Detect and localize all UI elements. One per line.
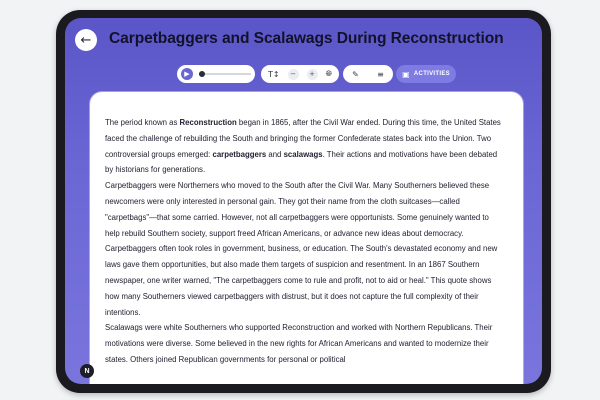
decrease-text-button[interactable] <box>288 69 299 80</box>
activities-label: ACTIVITIES <box>413 71 450 77</box>
text-span: The period known as <box>105 118 180 127</box>
activities-button[interactable] <box>396 65 456 83</box>
paragraph-intro <box>105 115 505 178</box>
article-text <box>105 115 505 368</box>
play-audio-button[interactable] <box>181 68 193 80</box>
globe-icon[interactable]: 🌐︎ <box>325 69 332 78</box>
term-reconstruction: Reconstruction <box>179 118 237 127</box>
tablet-frame <box>56 10 551 393</box>
plus-icon: + <box>309 70 316 78</box>
volume-icon: ▶ <box>184 70 190 78</box>
article-card <box>90 92 523 384</box>
activity-screen-icon: ▣ <box>402 69 410 79</box>
increase-text-button[interactable] <box>307 69 318 80</box>
edit-tools <box>343 65 393 83</box>
text-size-icon[interactable]: T↕ <box>268 69 280 79</box>
text-span: and <box>266 149 284 159</box>
back-button[interactable] <box>75 29 97 51</box>
list-icon[interactable]: ≡ <box>377 69 384 79</box>
text-tools <box>261 65 339 83</box>
paragraph-scalawags: Scalawags were white Southerners who supported Reconstruction and worked with Northern Republicans. Their motivations were diverse. Some believed in the new rights for African Americans and wanted to modernize their states. Others joined Republican governments for personal or political <box>105 323 493 364</box>
arrow-left-icon: ← <box>80 32 92 48</box>
audio-player <box>177 65 255 83</box>
term-carpetbaggers: carpetbaggers <box>212 149 267 159</box>
page-title: Carpetbaggers and Scalawags During Reconstruction <box>109 30 504 47</box>
minus-icon: − <box>290 70 297 78</box>
audio-progress-handle[interactable] <box>199 71 205 77</box>
paragraph-carpetbaggers: Carpetbaggers were Northerners who moved to the South after the Civil War. Many Southerners believed these newcomers were only interested in personal gain. They got their name from the cloth suitcases—called "carpetbags"—that some carried. However, not all carpetbaggers were opportunists. Some genuinely wanted to help rebuild Southern society, support freed African Americans, or advance new ideas about democracy. Carpetbaggers often took roles in government, business, or education. The South's devastated economy and new laws gave them opportunities, but also made them targets of suspicion and resentment. In an 1867 Southern newspaper, one writer warned, "The carpetbaggers come to rule and profit, not to aid or heal." This quote shows how many Southerners viewed carpetbaggers with distrust, but it does not capture the full complexity of their intentions. <box>105 181 498 317</box>
pencil-icon[interactable]: ✎ <box>352 69 359 79</box>
text-span: began in 1865, after the Civil War ended. During this time, the United States faced the challenge of rebuilding the South and bringing the former Confederate states back into the Union. Two controversial groups emerged: <box>105 118 501 159</box>
app-badge[interactable]: N <box>80 364 94 378</box>
app-screen <box>65 18 542 384</box>
audio-progress-bar[interactable] <box>199 73 251 75</box>
text-span: . Their actions and motivations have been debated by historians for generations. <box>105 149 498 175</box>
term-scalawags: scalawags <box>283 149 323 159</box>
